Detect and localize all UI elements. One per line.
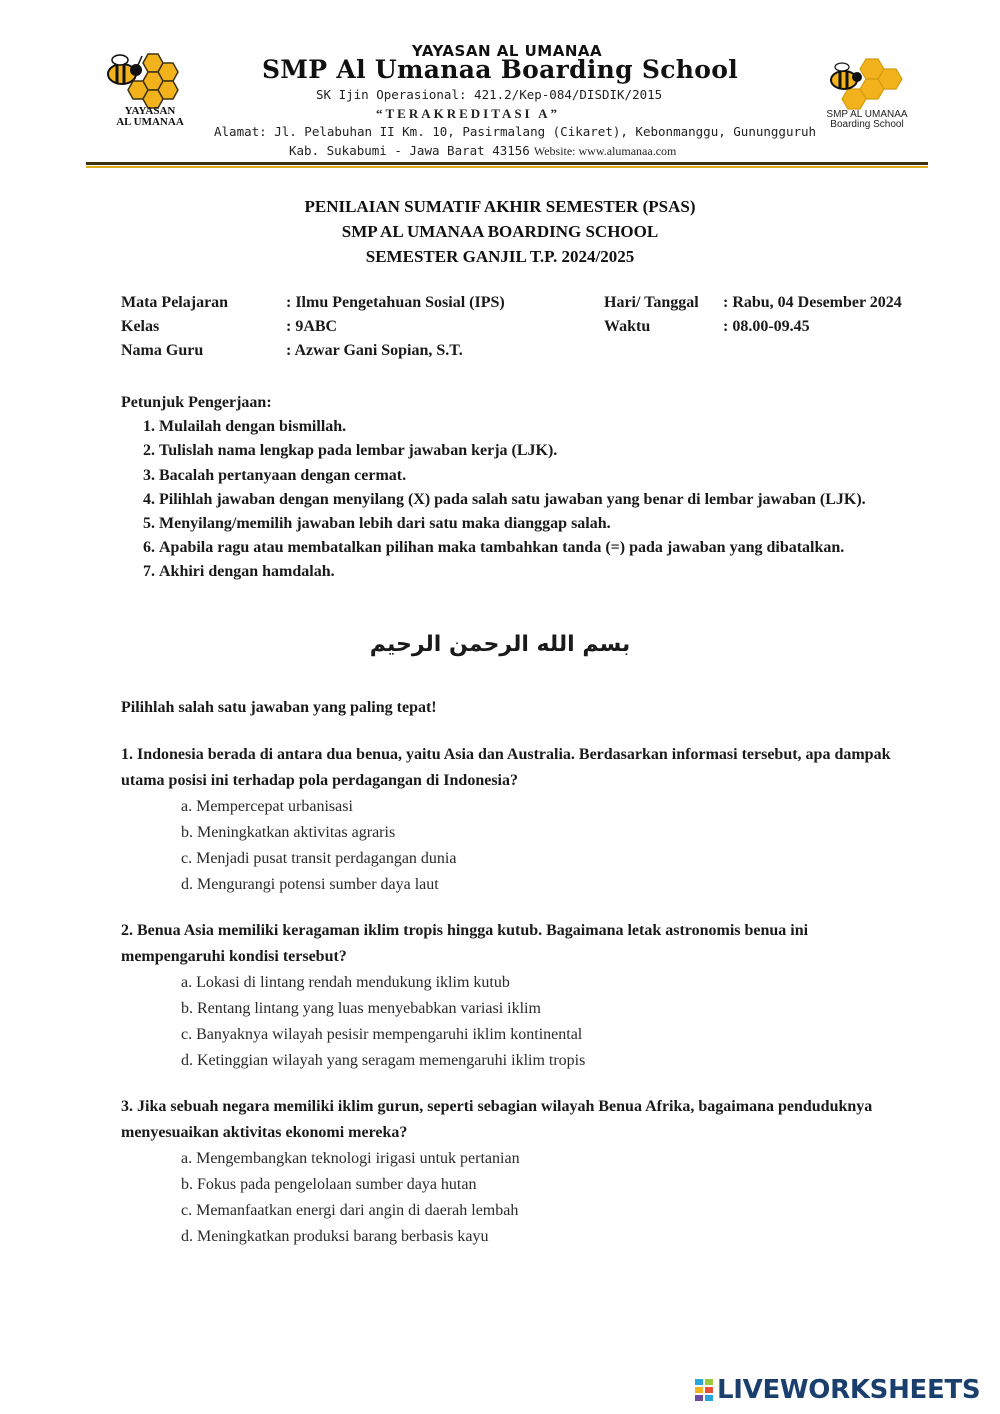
questions-section: [121, 696, 911, 1270]
basmala: بسم الله الرحمن الرحيم: [369, 632, 631, 657]
options-list: [181, 794, 911, 898]
option-b[interactable]: b. Rentang lintang yang luas menyebabkan variasi iklim: [181, 1000, 541, 1017]
accreditation: “TERAKREDITASI A”: [376, 106, 561, 121]
option-c[interactable]: c. Memanfaatkan energi dari angin di daerah lembah: [181, 1202, 519, 1219]
school-city: [289, 143, 676, 159]
class-value: : 9ABC: [286, 318, 338, 335]
exam-title-line-1: PENILAIAN SUMATIF AKHIR SEMESTER (PSAS): [304, 197, 696, 216]
liveworksheets-logo-icon: [694, 1378, 714, 1402]
logo-right-caption: SMP AL UMANAA Boarding School: [826, 109, 908, 130]
operational-permit: SK Ijin Operasional: 421.2/Kep-084/DISDIK/2015: [316, 87, 663, 102]
section-instruction: Pilihlah salah satu jawaban yang paling tepat!: [121, 699, 437, 716]
options-list: [181, 1146, 911, 1250]
time-value: : 08.00-09.45: [723, 318, 810, 335]
instruction-item: 5. Menyilang/memilih jawaban lebih dari satu maka dianggap salah.: [159, 512, 901, 536]
instructions: [121, 391, 901, 585]
exam-title-line-3: SEMESTER GANJIL T.P. 2024/2025: [365, 247, 635, 266]
question-text: 3. Jika sebuah negara memiliki iklim gurun, seperti sebagian wilayah Benua Afrika, bagaimana penduduknya menyesuaikan aktivitas ekonomi mereka?: [121, 1098, 873, 1141]
option-c[interactable]: c. Banyaknya wilayah pesisir mempengaruhi iklim kontinental: [181, 1026, 583, 1043]
question-text: 1. Indonesia berada di antara dua benua, yaitu Asia dan Australia. Berdasarkan informasi tersebut, apa dampak utama posisi ini terhadap pola perdagangan di Indonesia?: [121, 746, 891, 789]
option-a[interactable]: a. Lokasi di lintang rendah mendukung iklim kutub: [181, 974, 510, 991]
option-a[interactable]: a. Mempercepat urbanisasi: [181, 798, 353, 815]
option-d[interactable]: d. Ketinggian wilayah yang seragam memengaruhi iklim tropis: [181, 1052, 586, 1069]
option-b[interactable]: b. Meningkatkan aktivitas agraris: [181, 824, 396, 841]
date-label: Hari/ Tanggal: [604, 294, 699, 311]
instruction-item: 3. Bacalah pertanyaan dengan cermat.: [159, 464, 901, 488]
letterhead-divider-thin: [86, 166, 928, 168]
option-b[interactable]: b. Fokus pada pengelolaan sumber daya hutan: [181, 1176, 477, 1193]
instructions-list: [159, 415, 901, 584]
letterhead: [86, 40, 928, 170]
option-d[interactable]: d. Meningkatkan produksi barang berbasis kayu: [181, 1228, 489, 1245]
liveworksheets-brand[interactable]: [694, 1374, 980, 1406]
subject-label: Mata Pelajaran: [121, 294, 229, 311]
instructions-heading: Petunjuk Pengerjaan:: [121, 394, 272, 411]
date-value: : Rabu, 04 Desember 2024: [723, 294, 902, 311]
exam-title: [0, 194, 1000, 269]
exam-title-line-2: SMP AL UMANAA BOARDING SCHOOL: [341, 222, 659, 241]
school-name: SMP Al Umanaa Boarding School: [261, 55, 739, 84]
letterhead-divider-thick: [86, 162, 928, 165]
option-a[interactable]: a. Mengembangkan teknologi irigasi untuk pertanian: [181, 1150, 520, 1167]
instruction-item: 6. Apabila ragu atau membatalkan pilihan maka tambahkan tanda (=) pada jawaban yang dibatalkan.: [159, 536, 901, 560]
instruction-item: 4. Pilihlah jawaban dengan menyilang (X) pada salah satu jawaban yang benar di lembar jawaban (LJK).: [159, 488, 901, 512]
question-3: [121, 1094, 911, 1250]
liveworksheets-wordmark: LIVEWORKSHEETS: [717, 1375, 981, 1405]
website-text: Website: www.alumanaa.com: [533, 144, 677, 158]
instruction-item: 7. Akhiri dengan hamdalah.: [159, 560, 901, 584]
time-label: Waktu: [604, 318, 651, 335]
school-address: Alamat: Jl. Pelabuhan II Km. 10, Pasirmalang (Cikaret), Kebonmanggu, Gunungguruh: [214, 124, 817, 139]
options-list: [181, 970, 911, 1074]
question-2: [121, 918, 911, 1074]
city-text: Kab. Sukabumi - Jawa Barat 43156: [289, 143, 530, 158]
question-text: 2. Benua Asia memiliki keragaman iklim tropis hingga kutub. Bagaimana letak astronomis benua ini mempengaruhi kondisi tersebut?: [121, 922, 809, 965]
class-label: Kelas: [121, 318, 160, 335]
question-1: [121, 742, 911, 898]
logo-left-caption: YAYASAN AL UMANAA: [116, 105, 184, 128]
foundation-name: YAYASAN AL UMANAA: [411, 42, 603, 60]
instruction-item: 1. Mulailah dengan bismillah.: [159, 415, 901, 439]
subject-value: : Ilmu Pengetahuan Sosial (IPS): [286, 294, 505, 311]
instruction-item: 2. Tulislah nama lengkap pada lembar jawaban kerja (LJK).: [159, 439, 901, 463]
option-c[interactable]: c. Menjadi pusat transit perdagangan dunia: [181, 850, 457, 867]
teacher-value: : Azwar Gani Sopian, S.T.: [286, 342, 463, 359]
option-d[interactable]: d. Mengurangi potensi sumber daya laut: [181, 876, 439, 893]
teacher-label: Nama Guru: [121, 342, 204, 359]
